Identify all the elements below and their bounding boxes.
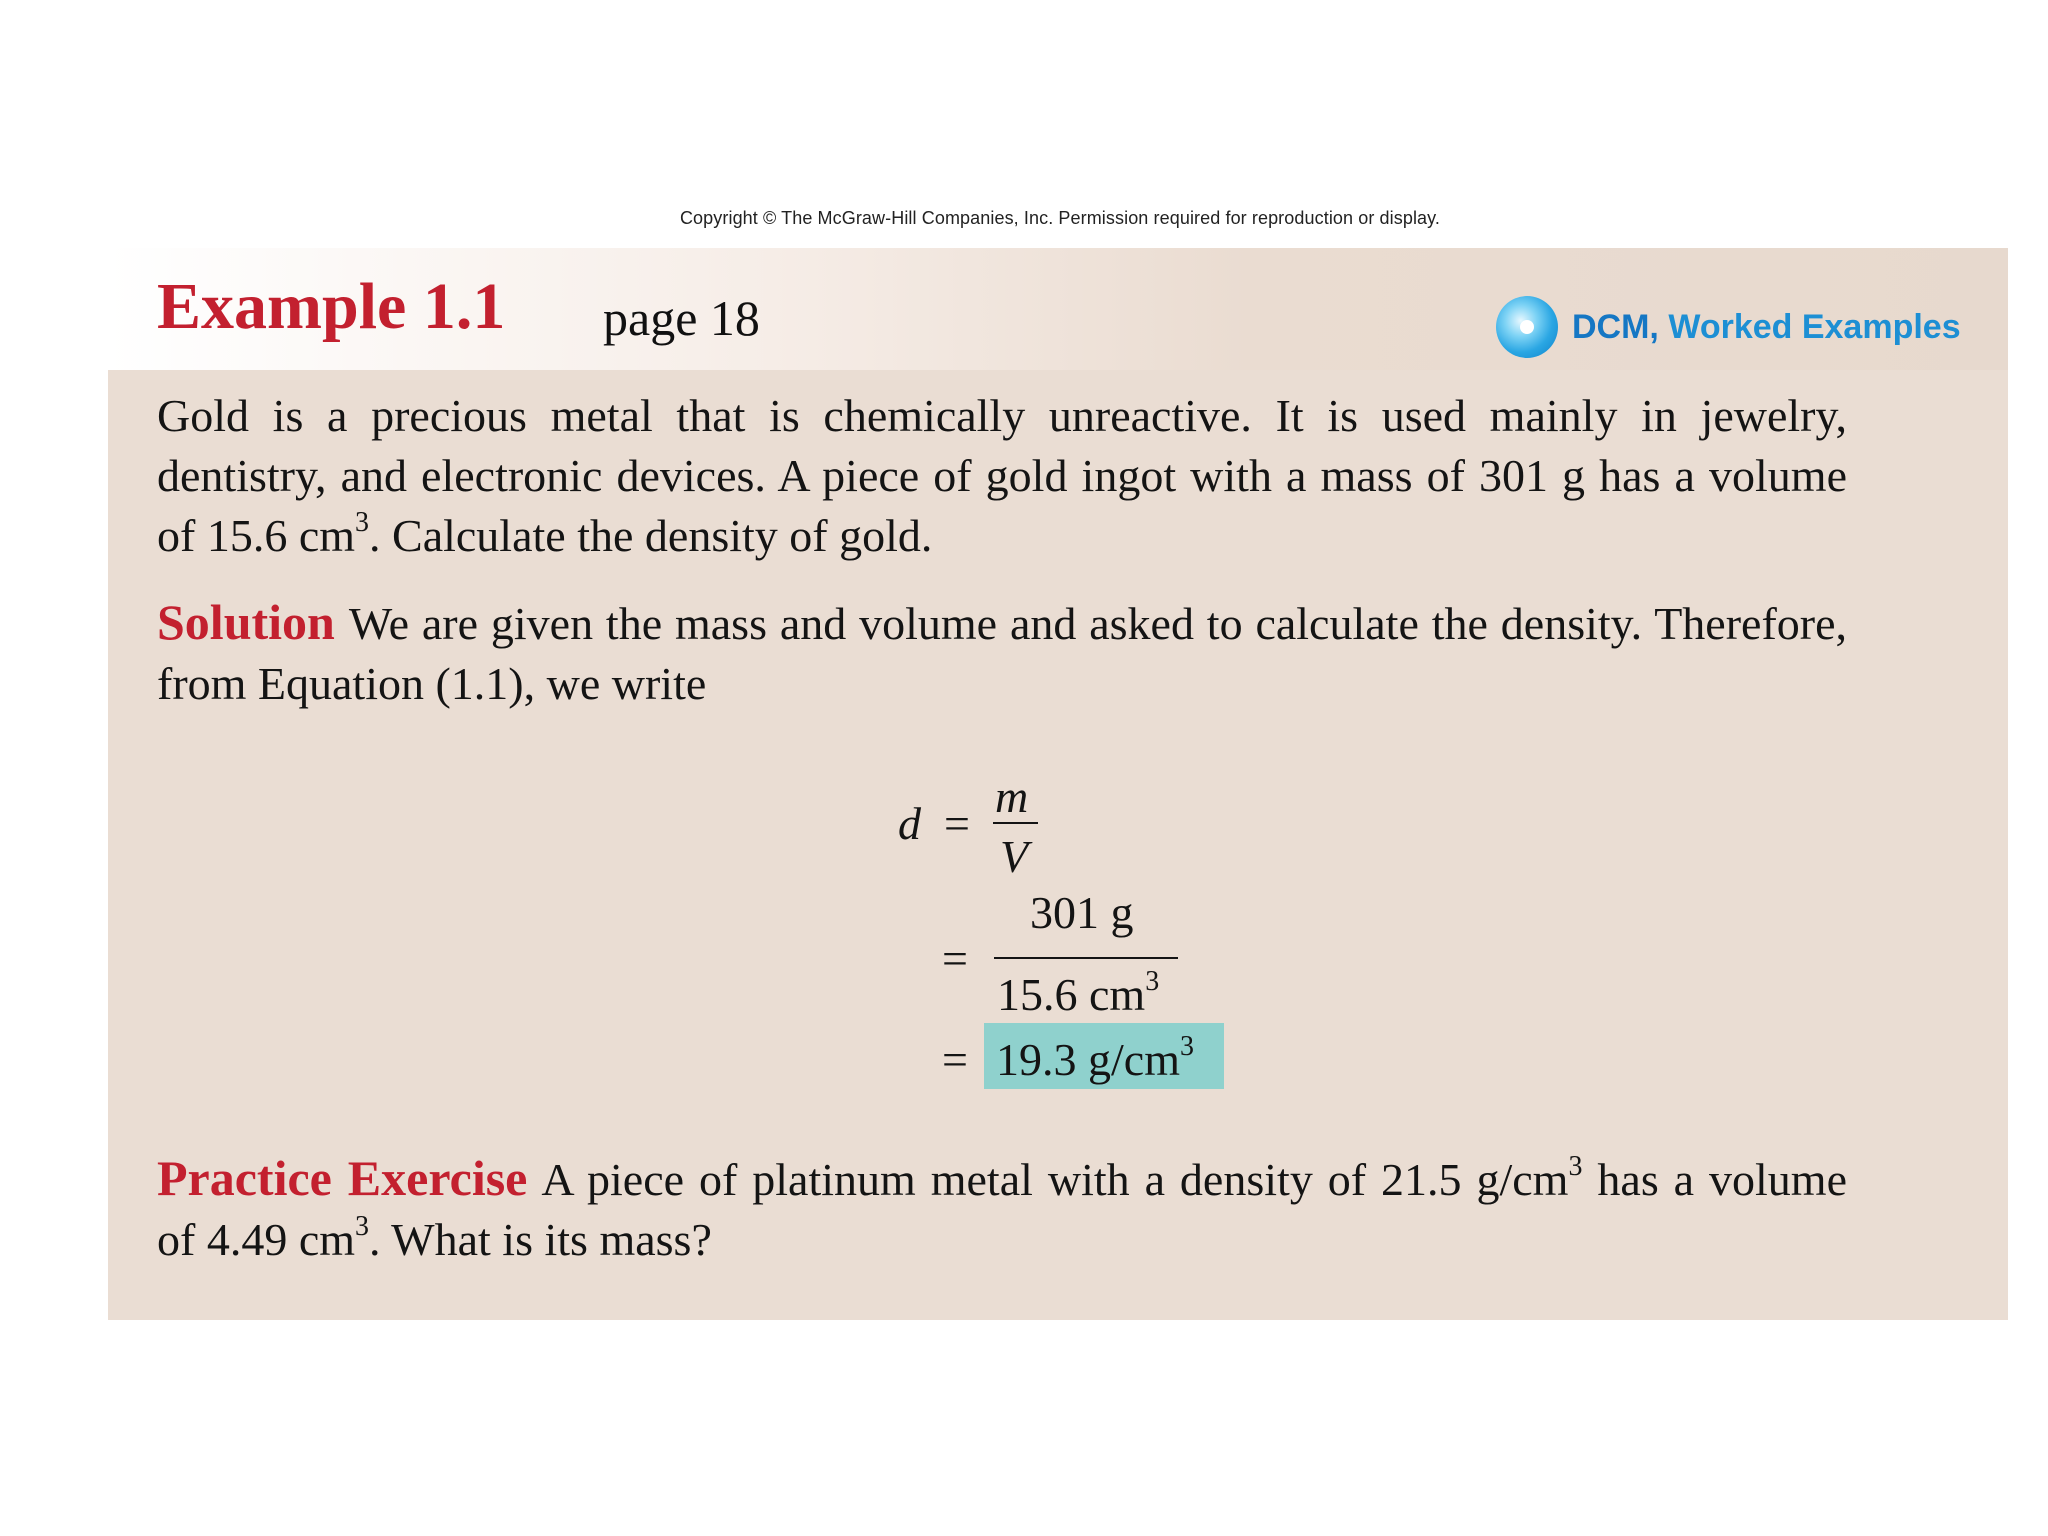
equation-lhs: d [898,798,921,849]
practice-text-b: has a volume of 4.49 cm [157,1154,1848,1265]
fraction-2-bar [994,957,1178,959]
fraction-2-denominator-superscript: 3 [1145,966,1160,997]
practice-superscript-2: 3 [355,1211,370,1242]
problem-superscript: 3 [355,507,370,538]
practice-superscript-1: 3 [1568,1151,1583,1182]
fraction-1-bar [993,822,1038,824]
problem-statement [157,386,1847,566]
example-title: Example 1.1 [157,270,506,343]
disc-icon [1496,296,1558,358]
solution-text: We are given the mass and volume and asked to calculate the density. Therefore, from Equation (1.1), we write [157,598,1847,709]
fraction-2-denominator [997,966,1160,1020]
equals-sign-2: = [942,933,968,984]
dcm-label-rest: Worked Examples [1658,307,1961,346]
equals-sign-1: = [944,798,970,849]
fraction-2-denominator-text: 15.6 cm [997,969,1146,1020]
fraction-2-numerator: 301 g [1030,887,1134,938]
practice-text-a: A piece of platinum metal with a density of 21.5 g/cm [541,1154,1569,1205]
dcm-worked-examples-link[interactable] [1496,292,1961,362]
answer-superscript: 3 [1179,1031,1194,1062]
dcm-link-label [1572,308,1961,347]
fraction-1-numerator: m [995,771,1029,822]
answer-value [996,1031,1194,1085]
solution-label: Solution [157,594,335,650]
problem-text-a: Gold is a precious metal that is chemically unreactive. It is used mainly in jewelry, dentistry, and electronic devices. A piece of gold ingot with a mass of 301 g has a volume of 15.6 cm [157,390,1847,561]
practice-text-c: . What is its mass? [369,1214,712,1265]
problem-text-b: . Calculate the density of gold. [369,510,933,561]
fraction-1-denominator: V [1000,831,1029,882]
equals-sign-3: = [942,1034,968,1085]
practice-exercise [157,1148,1847,1270]
answer-text: 19.3 g/cm [996,1034,1180,1085]
dcm-label-strong: DCM, [1572,307,1659,346]
solution-paragraph [157,592,1847,714]
page-reference: page 18 [603,290,760,346]
practice-label: Practice Exercise [157,1150,528,1206]
copyright-notice: Copyright © The McGraw-Hill Companies, Inc. Permission required for reproduction or display. [679,208,1441,228]
